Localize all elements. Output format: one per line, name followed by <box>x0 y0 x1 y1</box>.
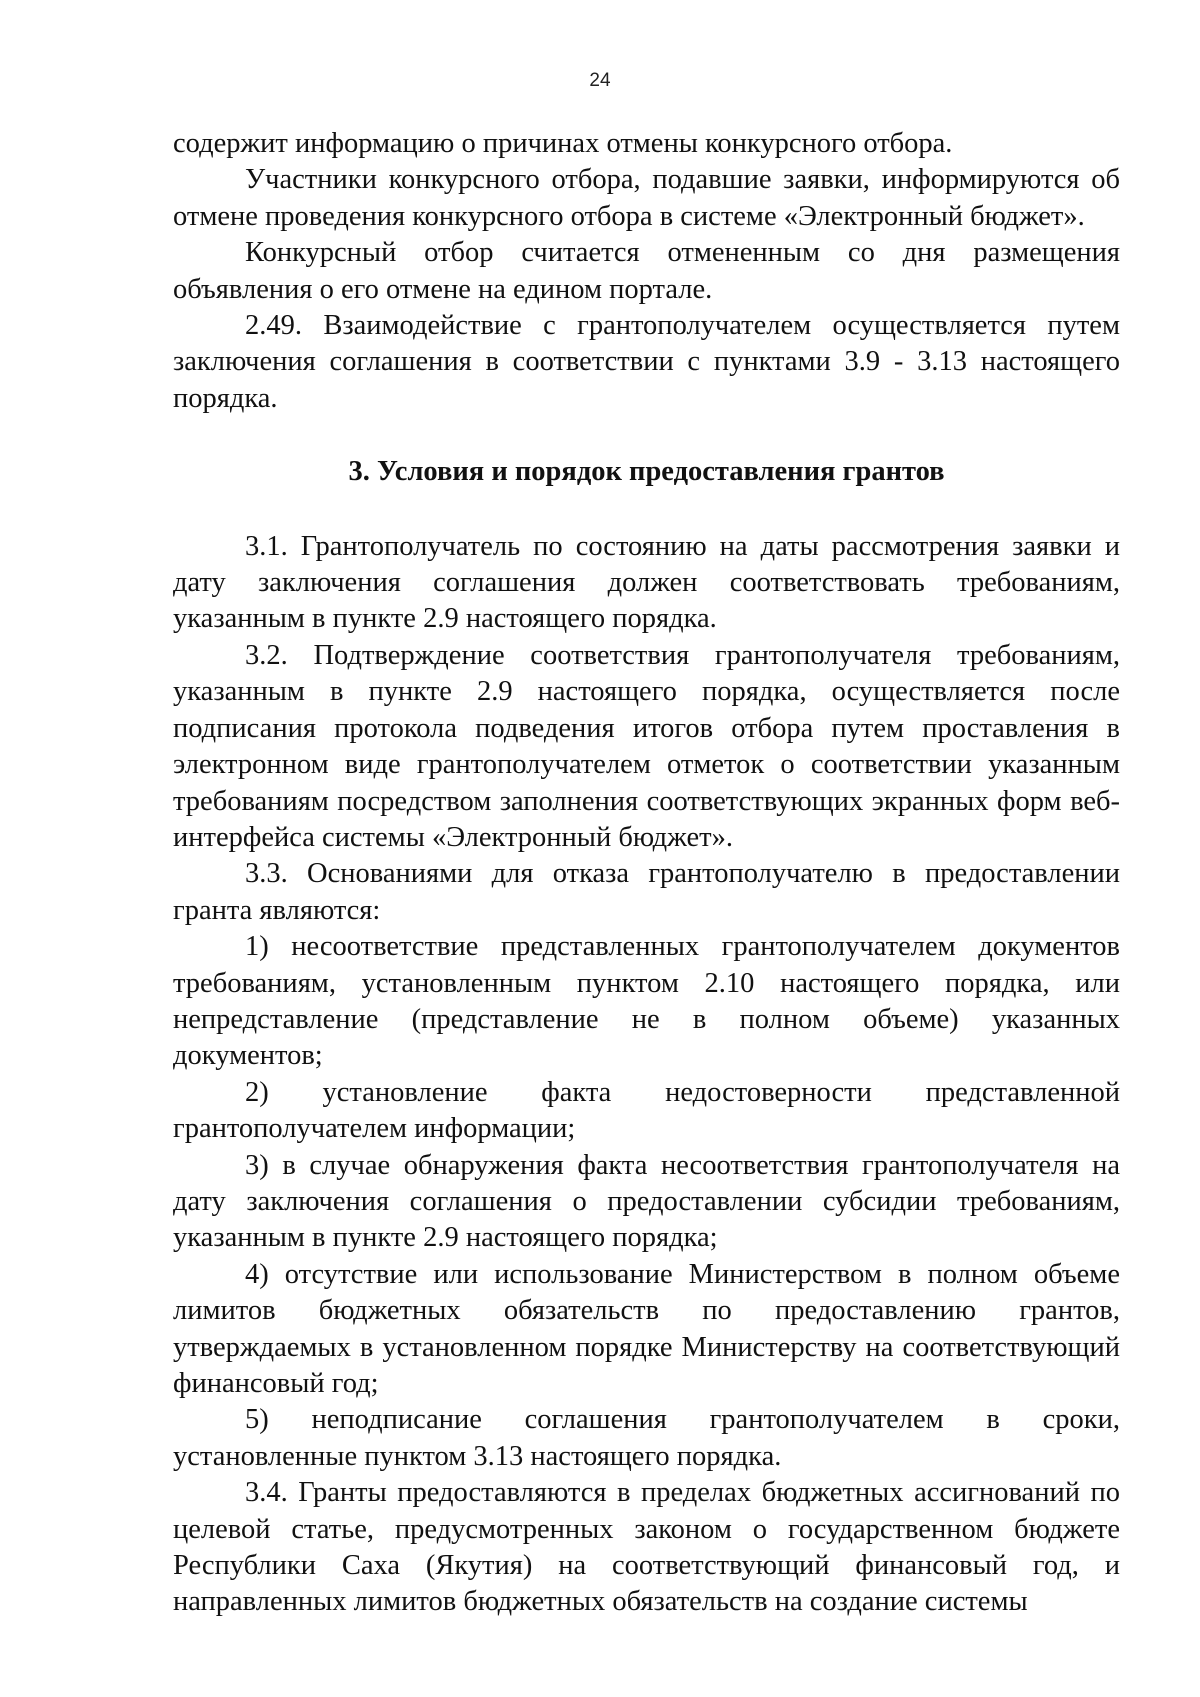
paragraph-selection-cancelled: Конкурсный отбор считается отмененным со дня размещения объявления о его отмене на едином портале. <box>173 237 1120 305</box>
paragraph-3-3: 3.3. Основаниями для отказа грантополучателю в предоставлении гранта являются: <box>173 858 1120 926</box>
paragraph-2-49: 2.49. Взаимодействие с грантополучателем осуществляется путем заключения соглашения в соответствии с пунктами 3.9 - 3.13 настоящего порядка. <box>173 310 1120 414</box>
list-item-1: 1) несоответствие представленных грантополучателем документов требованиям, установленным пунктом 2.10 настоящего порядка, или непредставление (представление не в полном объеме) указанных документов; <box>173 931 1120 1072</box>
paragraph-3-4: 3.4. Гранты предоставляются в пределах бюджетных ассигнований по целевой статье, предусмотренных законом о государственном бюджете Республики Саха (Якутия) на соответствующий финансовый год, и направленных лимитов бюджетных обязательств на создание системы <box>173 1477 1120 1618</box>
document-body <box>173 126 1120 1621</box>
list-item-3: 3) в случае обнаружения факта несоответствия грантополучателя на дату заключения соглашения о предоставлении субсидии требованиям, указанным в пункте 2.9 настоящего порядка; <box>173 1149 1120 1254</box>
list-item-5: 5) неподписание соглашения грантополучателем в сроки, установленные пунктом 3.13 настоящего порядка. <box>173 1404 1120 1472</box>
list-item-4: 4) отсутствие или использование Министерством в полном объеме лимитов бюджетных обязательств по предоставлению грантов, утверждаемых в установленном порядке Министерству на соответствующий финансовый год; <box>173 1258 1120 1399</box>
paragraph-participants-notice: Участники конкурсного отбора, подавшие заявки, информируются об отмене проведения конкурсного отбора в системе «Электронный бюджет». <box>173 164 1120 232</box>
paragraph-3-1: 3.1. Грантополучатель по состоянию на даты рассмотрения заявки и дату заключения соглашения должен соответствовать требованиям, указанным в пункте 2.9 настоящего порядка. <box>173 530 1120 635</box>
list-item-2: 2) установление факта недостоверности представленной грантополучателем информации; <box>173 1076 1120 1145</box>
page-number: 24 <box>589 70 611 91</box>
paragraph-continuation: содержит информацию о причинах отмены конкурсного отбора. <box>173 128 953 159</box>
paragraph-3-2: 3.2. Подтверждение соответствия грантополучателя требованиям, указанным в пункте 2.9 настоящего порядка, осуществляется после подписания протокола подведения итогов отбора путем проставления в электронном виде грантополучателем отметок о соответствии указанным требованиям посредством заполнения соответствующих экранных форм веб-интерфейса системы «Электронный бюджет». <box>173 639 1120 853</box>
section-heading: 3. Условия и порядок предоставления грантов <box>348 456 945 488</box>
